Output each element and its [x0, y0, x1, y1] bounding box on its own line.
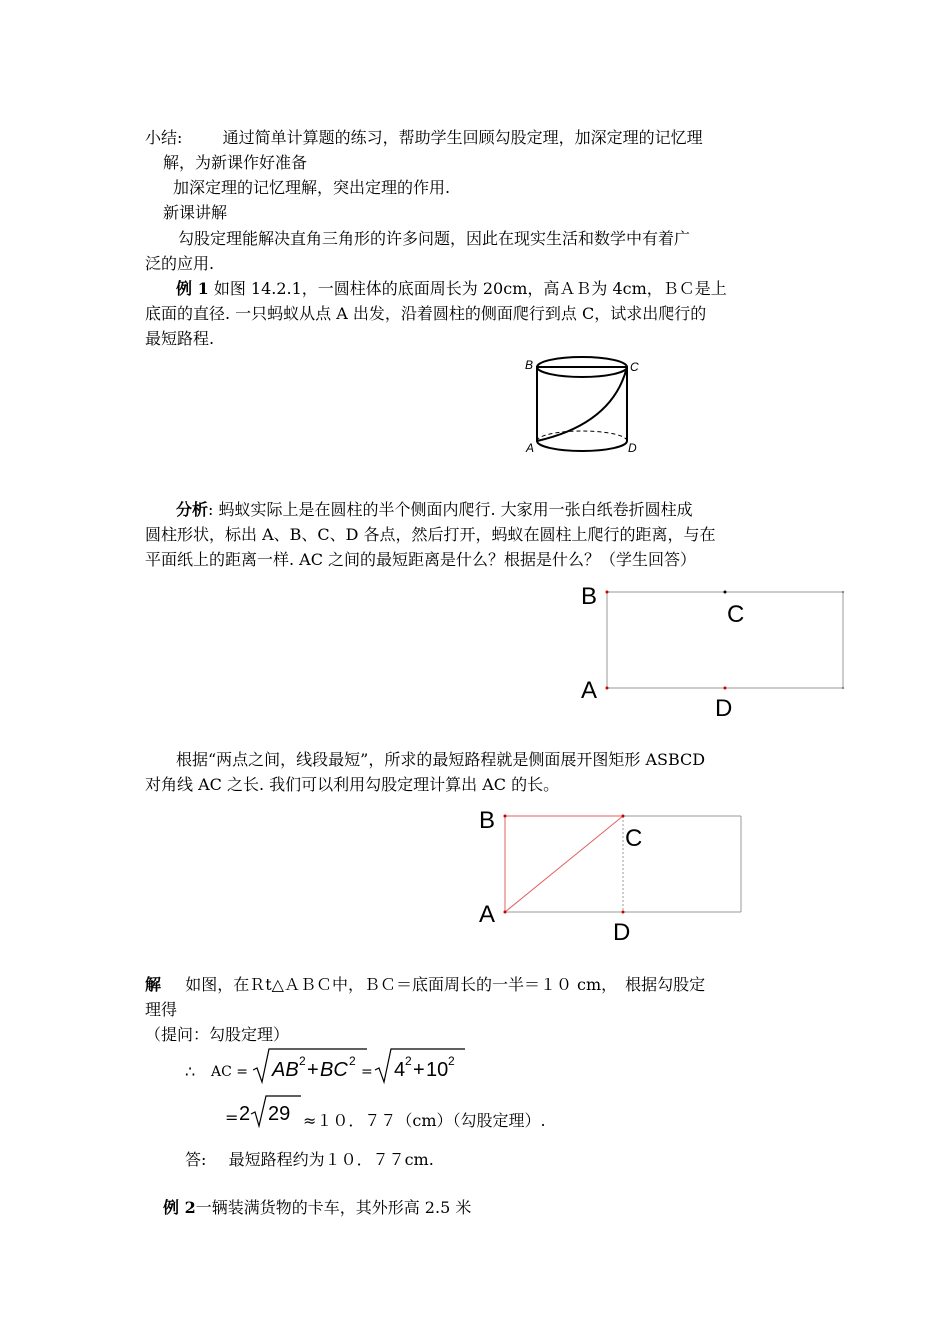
solution-label: 解: [145, 975, 162, 994]
svg-text:AB: AB: [272, 1059, 299, 1081]
analysis-line-3: 平面纸上的距离一样. AC 之间的最短距离是什么？根据是什么？（学生回答）: [145, 550, 697, 569]
rect2-label-b: B: [479, 807, 496, 834]
example1-label: 例 1: [176, 279, 209, 298]
rect2-label-d: D: [613, 919, 631, 945]
svg-text:10: 10: [426, 1059, 449, 1081]
example1-text-1: 如图 14.2.1，一圆柱体的底面周长为 20cm，高ＡＢ为 4cm，ＢＣ是上: [213, 279, 727, 298]
sqrt-4-10: [373, 1046, 468, 1086]
svg-text:2: 2: [448, 1054, 455, 1068]
summary-text-1: 通过简单计算题的练习，帮助学生回顾勾股定理，加深定理的记忆理: [222, 128, 703, 147]
point-c: [724, 591, 727, 594]
solution-line-1: [145, 975, 705, 995]
answer-text: 最短路程约为１０．７７cm.: [228, 1150, 434, 1169]
rect1-label-c: C: [727, 601, 745, 628]
cylinder-label-a: A: [526, 441, 535, 455]
svg-text:2: 2: [349, 1054, 356, 1068]
summary-label: 小结:: [145, 128, 183, 147]
example2-text: 一辆装满货物的卡车，其外形高 2.5 米: [195, 1198, 472, 1217]
solution-line-2: 理得: [145, 1000, 178, 1019]
answer-label: 答:: [185, 1150, 207, 1169]
point2-d: [622, 911, 625, 914]
rect1-label-b: B: [581, 583, 598, 610]
intro-line-2: 泛的应用.: [145, 254, 215, 273]
svg-text:+: +: [307, 1059, 319, 1081]
analysis-text-1: : 蚂蚁实际上是在圆柱的半个侧面内爬行. 大家用一张白纸卷折圆柱成: [208, 500, 693, 519]
equals-sign-1: =: [361, 1064, 373, 1080]
formula-line-1: [185, 1046, 485, 1086]
point2-b: [504, 815, 507, 818]
cylinder-label-b: B: [525, 358, 534, 372]
analysis-line-2: 圆柱形状，标出 A、B、C、D 各点，然后打开，蚂蚁在圆柱上爬行的距离，与在: [145, 525, 716, 544]
svg-text:2: 2: [299, 1054, 306, 1068]
summary-line-3: 加深定理的记忆理解，突出定理的作用.: [173, 178, 451, 197]
cylinder-bottom-back: [537, 431, 627, 441]
sqrt-ab-bc: [251, 1046, 371, 1086]
therefore-symbol: ∴: [185, 1062, 196, 1081]
solution-text-1: 如图，在Ｒt△ＡＢＣ中，ＢＣ＝底面周长的一半＝１０ cm， 根据勾股定: [185, 975, 706, 994]
svg-text:BC: BC: [320, 1059, 348, 1081]
summary-line-1: [145, 128, 703, 148]
unfolded-rectangle-figure: [575, 582, 855, 722]
example1-line-3: 最短路程.: [145, 329, 215, 348]
formula-line-2: [225, 1092, 625, 1132]
reasoning-line-1: 根据“两点之间，线段最短”，所求的最短路程就是侧面展开图矩形 ASBCD: [176, 750, 706, 769]
cylinder-bottom-front: [537, 441, 627, 451]
svg-text:+: +: [413, 1059, 425, 1081]
point-a: [606, 687, 609, 690]
rect1-label-d: D: [715, 695, 733, 722]
summary-line-2: 解，为新课作好准备: [163, 153, 308, 172]
new-lesson-heading: 新课讲解: [163, 203, 228, 222]
rect1-label-a: A: [581, 677, 598, 704]
two-sqrt-29: [237, 1094, 307, 1130]
approx-result: ≈１０．７７（cm）（勾股定理）.: [303, 1111, 546, 1130]
svg-text:4: 4: [394, 1059, 406, 1081]
corner-br: [842, 687, 844, 689]
unfolded-rectangle: [607, 592, 843, 688]
diagonal-ac: [505, 816, 623, 912]
reasoning-line-2: 对角线 AC 之长. 我们可以利用勾股定理计算出 AC 的长。: [145, 775, 560, 794]
rect2-label-a: A: [479, 901, 496, 928]
svg-text:2: 2: [239, 1103, 251, 1125]
svg-text:2: 2: [405, 1054, 412, 1068]
analysis-line-1: [176, 500, 693, 520]
cylinder-figure: [520, 355, 650, 460]
ant-path-curve: [537, 367, 627, 441]
point-d: [724, 687, 727, 690]
analysis-label: 分析: [176, 500, 209, 519]
example2-line: [163, 1198, 471, 1218]
answer-line: [185, 1150, 434, 1170]
equals-sign-2: =: [225, 1108, 239, 1127]
point-b: [606, 591, 609, 594]
cylinder-label-c: C: [630, 360, 639, 374]
solution-hint: （提问：勾股定理）: [145, 1025, 290, 1044]
example2-label: 例 2: [163, 1198, 196, 1217]
point2-c: [622, 815, 625, 818]
ac-label: AC =: [211, 1064, 249, 1080]
example1-line-1: [176, 279, 727, 299]
svg-text:29: 29: [268, 1103, 291, 1125]
intro-line-1: 勾股定理能解决直角三角形的许多问题，因此在现实生活和数学中有着广: [178, 229, 691, 248]
corner-tr: [842, 591, 844, 593]
rect2-label-c: C: [625, 825, 643, 852]
point2-a: [504, 911, 507, 914]
cylinder-label-d: D: [628, 441, 637, 455]
diagonal-rectangle-figure: [475, 805, 755, 945]
example1-line-2: 底面的直径. 一只蚂蚁从点 A 出发，沿着圆柱的侧面爬行到点 C，试求出爬行的: [145, 304, 707, 323]
